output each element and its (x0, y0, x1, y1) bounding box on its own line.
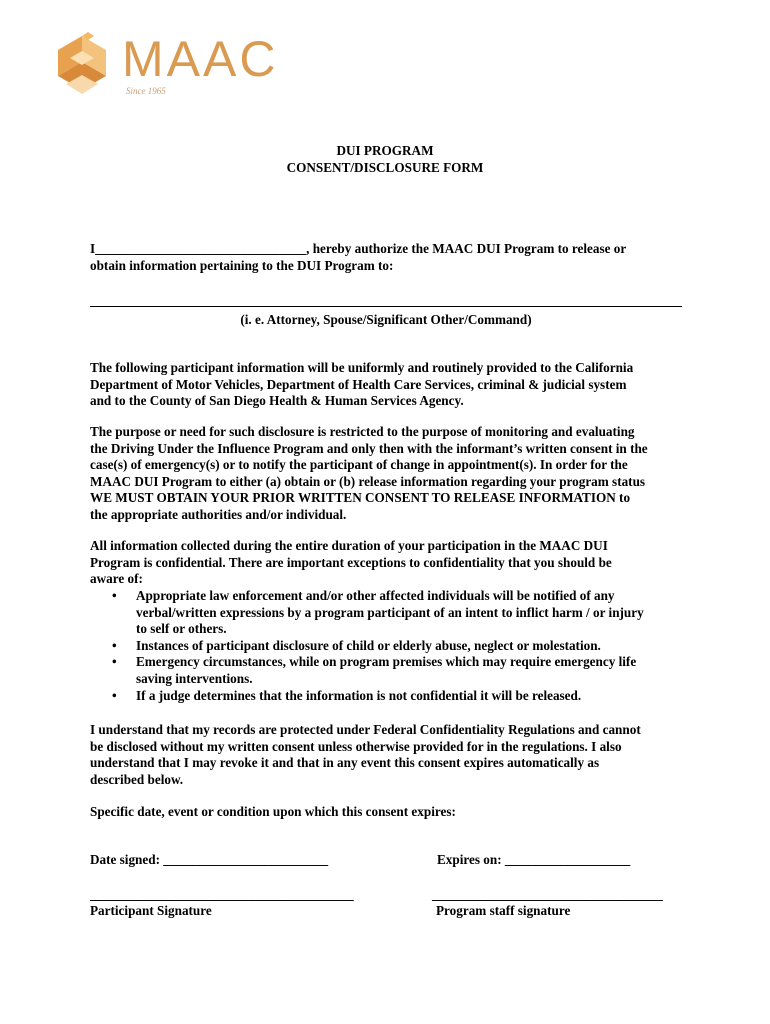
expires-on-field[interactable]: Expires on: ___________________ (437, 852, 631, 867)
logo-tagline: Since 1965 (126, 86, 166, 96)
text-line: Appropriate law enforcement and/or other affected individuals will be notified of any (136, 588, 615, 603)
maac-logo (52, 28, 277, 108)
authorization-line: obtain information pertaining to the DUI Program to: (90, 257, 394, 273)
bullet-icon: • (112, 687, 117, 703)
bullet-icon: • (112, 588, 117, 603)
paragraph-routine-disclosure (90, 360, 690, 410)
text-line: the appropriate authorities and/or individual. (90, 506, 347, 522)
text-line: MAAC DUI Program to either (a) obtain or (b) release information regarding your program status (90, 473, 646, 489)
authorization-line: I________________________________, hereby authorize the MAAC DUI Program to release or (90, 241, 627, 256)
text-line: understand that I may revoke it and that in any event this consent expires automatically as (90, 755, 600, 771)
bullet-icon: • (112, 654, 117, 670)
maac-logo-mark-icon (52, 28, 122, 100)
text-line: Emergency circumstances, while on program premises which may require emergency life (136, 654, 637, 670)
text-line: the Driving Under the Influence Program and only then with the informant’s written consent in the (90, 440, 648, 456)
expiry-prompt: Specific date, event or condition upon which this consent expires: (90, 804, 456, 819)
text-line: The purpose or need for such disclosure is restricted to the purpose of monitoring and evaluating (90, 424, 635, 439)
text-line: Program is confidential. There are important exceptions to confidentiality that you should be (90, 554, 612, 570)
list-item (90, 638, 644, 655)
text-line: If a judge determines that the information is not confidential it will be released. (136, 687, 582, 703)
text-line: Instances of participant disclosure of child or elderly abuse, neglect or molestation. (136, 637, 601, 653)
text-line: Department of Motor Vehicles, Department of Health Care Services, criminal & judicial system (90, 376, 627, 392)
list-item (90, 588, 644, 638)
date-signed-field[interactable]: Date signed: _________________________ (90, 852, 329, 867)
form-title-line1: DUI PROGRAM (336, 143, 434, 158)
text-line: be disclosed without my written consent unless otherwise provided for in the regulations. I also (90, 738, 622, 754)
staff-signature-label: Program staff signature (436, 903, 571, 918)
text-line: described below. (90, 771, 184, 787)
text-line: verbal/written expressions by a program participant of an intent to inflict harm / or injury (136, 604, 644, 620)
recipient-field-line[interactable] (90, 306, 682, 307)
list-item (90, 688, 644, 705)
text-line: WE MUST OBTAIN YOUR PRIOR WRITTEN CONSENT TO RELEASE INFORMATION to (90, 490, 631, 506)
participant-signature-field[interactable]: ________________________________________ (90, 887, 354, 902)
paragraph-purpose (90, 424, 690, 524)
list-item (90, 654, 644, 687)
form-title-line2: CONSENT/DISCLOSURE FORM (286, 160, 484, 175)
paragraph-confidentiality (90, 538, 690, 588)
exceptions-list (90, 588, 644, 704)
logo-wordmark: MAAC (122, 31, 279, 87)
text-line: aware of: (90, 571, 143, 587)
text-line: The following participant information will be uniformly and routinely provided to the California (90, 360, 634, 375)
bullet-icon: • (112, 637, 117, 653)
text-line: to self or others. (136, 621, 227, 637)
participant-signature-label: Participant Signature (90, 903, 212, 918)
text-line: All information collected during the entire duration of your participation in the MAAC DUI (90, 538, 608, 553)
text-line: case(s) of emergency(s) or to notify the participant of change in appointment(s). In order for the (90, 457, 628, 473)
staff-signature-field[interactable]: ___________________________________ (432, 887, 663, 902)
recipient-caption: (i. e. Attorney, Spouse/Significant Other/Command) (240, 312, 532, 327)
text-line: I understand that my records are protected under Federal Confidentiality Regulations and cannot (90, 722, 641, 737)
text-line: and to the County of San Diego Health & Human Services Agency. (90, 393, 464, 409)
text-line: saving interventions. (136, 670, 253, 686)
authorization-statement (90, 241, 690, 274)
paragraph-understanding (90, 722, 690, 788)
